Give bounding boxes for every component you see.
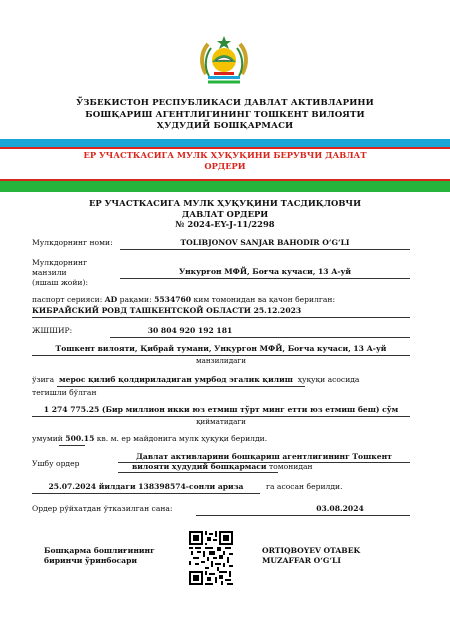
signatory-position <box>44 546 155 565</box>
value-caption: қийматидаги <box>196 417 246 426</box>
area-value: 500.15 <box>65 434 95 443</box>
issuer-suffix: томонидан <box>268 462 313 471</box>
signatory-position-line-2: биринчи ўринбосари <box>44 555 138 565</box>
jshshir-value: 30 804 920 192 181 <box>147 326 233 335</box>
uzbekistan-state-emblem-icon <box>196 34 252 88</box>
area-underline <box>59 445 85 446</box>
issuer-line-2-row <box>132 462 313 472</box>
order-type-title-line-2: ОРДЕРИ <box>204 161 246 171</box>
owner-address-label-1: Мулкдорнинг <box>32 258 88 267</box>
signatory-name-line-2: MUZAFFAR O‘G‘LI <box>262 555 341 565</box>
area-prefix: умумий <box>32 434 63 443</box>
owner-address-underline <box>120 278 410 279</box>
owner-address-label-3: (яшаш жойи): <box>32 278 89 287</box>
passport-line <box>32 295 335 305</box>
issuer-line-2: вилояти ҳудудий бошқармаси <box>132 462 267 471</box>
value-amount: 1 274 775.25 (Бир миллион икки юз етмиш тўрт минг етти юз етмиш беш) сўм <box>43 405 399 414</box>
jshshir-label: ЖШШИР: <box>32 326 73 335</box>
signatory-name <box>262 546 360 565</box>
registry-label: Ордер рўйхатдан ўтказилган сана: <box>32 504 173 513</box>
passport-number: 5534760 <box>154 295 192 304</box>
passport-issued-label: ким томонидан ва қачон берилган: <box>193 295 336 304</box>
issuing-agency-heading <box>40 98 410 133</box>
owner-name-underline <box>120 249 410 250</box>
jshshir-underline <box>110 337 410 338</box>
right-prefix: ўзига <box>32 375 55 384</box>
passport-underline <box>32 317 410 318</box>
issuer-underline-2 <box>118 472 278 473</box>
signatory-name-line-1: ORTIQBOYEV OTABEK <box>262 546 361 555</box>
flag-band-blue <box>0 139 450 147</box>
right-suffix: ҳуқуқи асосида <box>297 375 360 384</box>
right-line-2: тегишли бўлган <box>32 388 97 397</box>
order-label: Ушбу ордер <box>32 459 80 468</box>
owner-name-value: TOLIBJONOV SANJAR BAHODIR O‘G‘LI <box>180 238 350 247</box>
order-type-title-line-1: ЕР УЧАСТКАСИГА МУЛК ҲУҚУҚИНИ БЕРУВЧИ ДАВЛАТ <box>83 150 367 160</box>
owner-name-label: Мулкдорнинг номи: <box>32 238 113 247</box>
agency-line-3: ҲУДУДИЙ БОШҚАРМАСИ <box>156 121 294 131</box>
agency-line-1: ЎЗБЕКИСТОН РЕСПУБЛИКАСИ ДАВЛАТ АКТИВЛАРИНИ <box>76 98 374 108</box>
signatory-position-line-1: Бошқарма бошлиғининг <box>44 546 155 555</box>
order-type-title <box>60 150 390 172</box>
right-type-underline <box>57 386 305 387</box>
document-title <box>60 198 390 230</box>
qr-code-icon <box>189 531 233 585</box>
area-line <box>32 434 267 444</box>
document-number: № 2024-EY-J-11/2298 <box>175 219 275 229</box>
land-address-caption: манзилидаги <box>195 356 246 365</box>
agency-line-2: БОШҚАРИШ АГЕНТЛИГИНИНГ ТОШКЕНТ ВИЛОЯТИ <box>85 109 365 120</box>
application-suffix: га асосан берилди. <box>266 482 343 491</box>
passport-series: AD <box>104 295 118 304</box>
passport-series-label: паспорт серияси: <box>32 295 103 304</box>
owner-address-label-2: манзили <box>32 268 67 277</box>
registry-date-underline <box>196 515 410 516</box>
land-address-value: Тошкент вилояти, Қибрай тумани, Унқургон МФЙ, Боғча кучаси, 13 А-уй <box>55 344 387 353</box>
passport-issued-by: КИБРАЙСКИЙ РОВД ТАШКЕНТСКОЙ ОБЛАСТИ 25.12.2023 <box>32 306 302 315</box>
application-underline <box>32 493 260 494</box>
application-value: 25.07.2024 йилдаги 138398574-сонли ариза <box>48 482 244 491</box>
right-line <box>32 375 359 385</box>
issuer-line-1: Давлат активларини бошқариш агентлигининг Тошкент <box>136 452 392 461</box>
document-title-line-1: ЕР УЧАСТКАСИГА МУЛК ҲУҚУҚИНИ ТАСДИҚЛОВЧИ <box>88 198 361 208</box>
flag-band-green <box>0 181 450 192</box>
passport-number-label: рақами: <box>119 295 152 304</box>
area-suffix: кв. м. ер майдонига мулк ҳуқуқи берилди. <box>96 434 268 443</box>
owner-address-value: Ункурғон МФЙ, Боғча кучаси, 13 А-уй <box>178 267 352 276</box>
right-type-value: мерос қилиб қолдириладиган умрбод эгалик қилиш <box>59 375 293 384</box>
document-title-line-2: ДАВЛАТ ОРДЕРИ <box>181 208 269 219</box>
registry-date-value: 03.08.2024 <box>316 504 364 513</box>
